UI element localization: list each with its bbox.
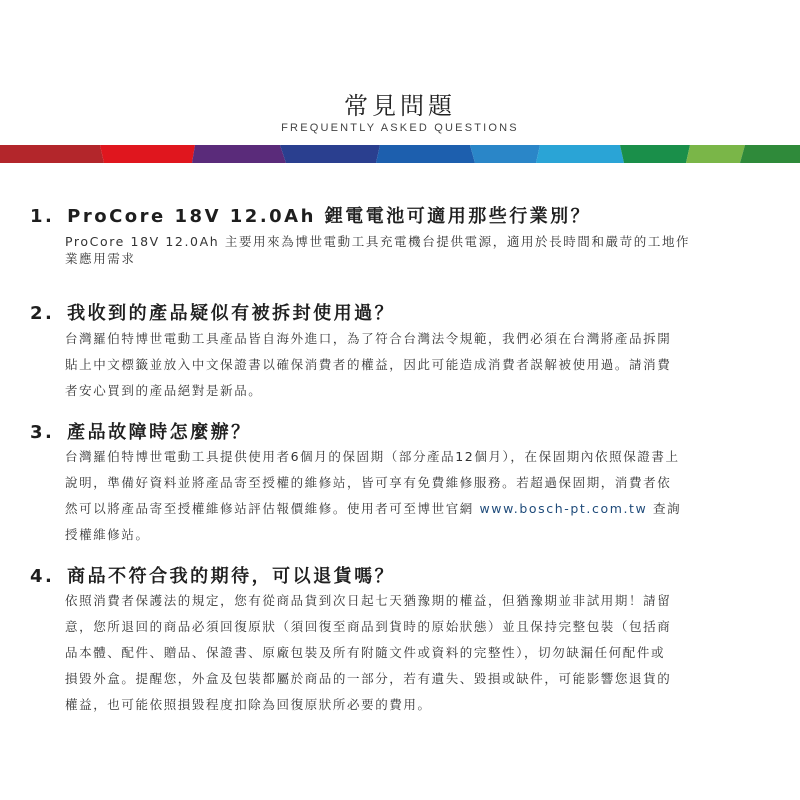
answer-line: 意，您所退回的商品必須回復原狀（須回復至商品到貨時的原始狀態）並且保持完整包裝（包括商 xyxy=(65,619,672,634)
faq-question-1 xyxy=(30,202,591,228)
answer-line: 損毀外盒。提醒您，外盒及包裝都屬於商品的一部分，若有遺失、毀損或缺件，可能影響您退貨的 xyxy=(65,671,672,686)
bar-segment-8 xyxy=(620,145,690,163)
bar-segment-7 xyxy=(536,145,624,163)
bar-segment-3 xyxy=(192,145,286,163)
faq-question-text: 商品不符合我的期待，可以退貨嗎？ xyxy=(67,566,396,587)
faq-number: 2. xyxy=(30,303,55,324)
faq-number: 3. xyxy=(30,422,55,443)
faq-question-text: 產品故障時怎麼辦？ xyxy=(67,422,252,443)
faq-answer-3 xyxy=(65,444,773,548)
answer-line: ProCore 18V 12.0Ah 主要用來為博世電動工具充電機台提供電源，適用於長時間和嚴苛的工地作 xyxy=(65,234,691,249)
page-subtitle: FREQUENTLY ASKED QUESTIONS xyxy=(281,122,519,134)
faq-number: 4. xyxy=(30,566,55,587)
bar-segment-10 xyxy=(740,145,800,163)
answer-line-suffix: 查詢 xyxy=(652,501,682,516)
bar-segment-5 xyxy=(376,145,475,163)
faq-answer-2 xyxy=(65,326,773,404)
bar-segment-4 xyxy=(280,145,380,163)
bar-segment-2 xyxy=(100,145,195,163)
bar-segment-6 xyxy=(470,145,540,163)
answer-line: 依照消費者保護法的規定，您有從商品貨到次日起七天猶豫期的權益，但猶豫期並非試用期！請留 xyxy=(65,593,672,608)
answer-line: 品本體、配件、贈品、保證書、原廠包裝及所有附隨文件或資料的完整性），切勿缺漏任何配件或 xyxy=(65,645,666,660)
answer-line: 權益，也可能依照損毀程度扣除為回復原狀所必要的費用。 xyxy=(65,697,432,712)
answer-line: 業應用需求 xyxy=(65,251,136,266)
answer-line-text: 然可以將產品寄至授權維修站評估報價維修。使用者可至博世官網 xyxy=(65,501,474,516)
faq-question-2 xyxy=(30,299,395,325)
bar-segment-1 xyxy=(0,145,104,163)
brand-color-bar xyxy=(0,145,800,163)
bar-segment-9 xyxy=(686,145,745,163)
page-title: 常見問題 xyxy=(344,92,456,120)
answer-line xyxy=(65,496,773,522)
faq-question-text: 我收到的產品疑似有被拆封使用過？ xyxy=(67,303,396,324)
faq-number: 1. xyxy=(30,206,55,227)
answer-line: 台灣羅伯特博世電動工具產品皆自海外進口，為了符合台灣法令規範，我們必須在台灣將產品拆開 xyxy=(65,331,672,346)
faq-answer-4 xyxy=(65,588,773,718)
faq-question-3 xyxy=(30,418,252,444)
faq-header xyxy=(0,0,800,145)
bosch-website-link[interactable]: www.bosch-pt.com.tw xyxy=(479,501,648,516)
faq-answer-1 xyxy=(65,233,773,267)
answer-line: 者安心買到的產品絕對是新品。 xyxy=(65,383,263,398)
answer-line: 說明，準備好資料並將產品寄至授權的維修站，皆可享有免費維修服務。若超過保固期，消費者依 xyxy=(65,475,672,490)
faq-question-text: ProCore 18V 12.0Ah 鋰電電池可適用那些行業別？ xyxy=(67,206,592,227)
answer-line: 貼上中文標籤並放入中文保證書以確保消費者的權益，因此可能造成消費者誤解被使用過。請消費 xyxy=(65,357,672,372)
answer-line: 台灣羅伯特博世電動工具提供使用者6個月的保固期（部分產品12個月），在保固期內依照保證書上 xyxy=(65,449,680,464)
faq-question-4 xyxy=(30,562,395,588)
answer-line: 授權維修站。 xyxy=(65,527,150,542)
